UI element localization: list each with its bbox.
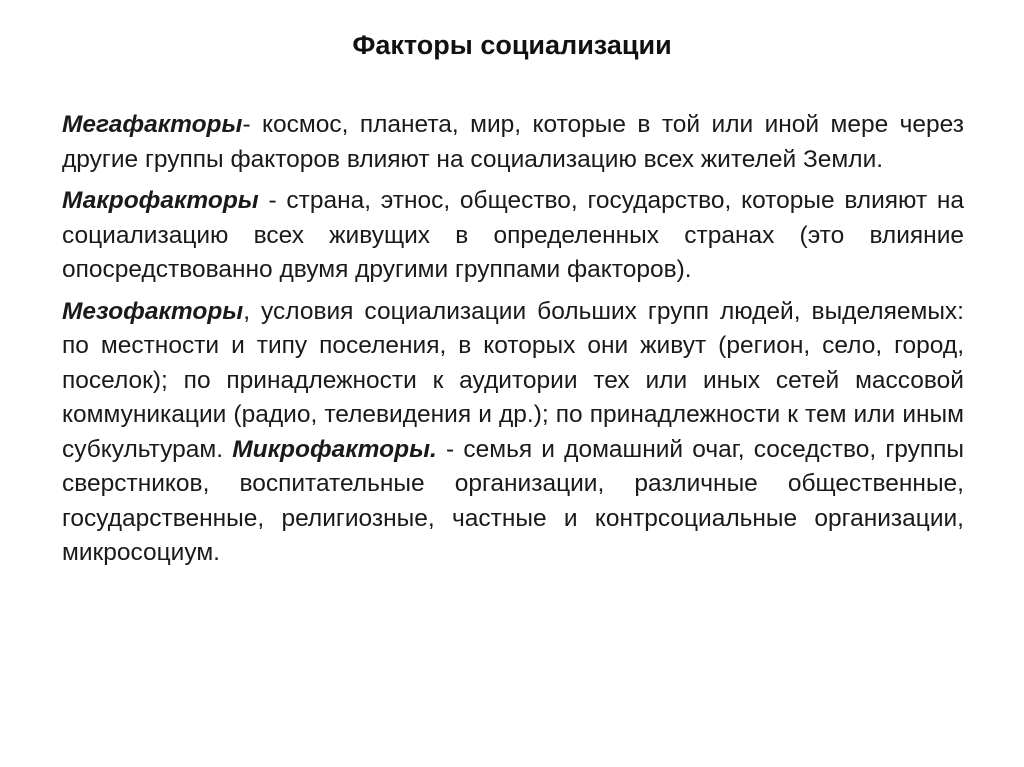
paragraph-macrofactors xyxy=(62,184,964,288)
paragraph-megafactors xyxy=(62,108,964,177)
paragraph-mesofactors xyxy=(62,295,964,571)
slide-title: Факторы социализации xyxy=(352,30,672,60)
definition-megafactors: - космос, планета, мир, которые в той или иной мере через другие группы факторов влияют на социализацию всех жителей Земли. xyxy=(62,111,964,173)
term-mesofactors: Мезофакторы xyxy=(62,297,244,325)
term-microfactors: Микрофакторы. xyxy=(232,435,437,463)
slide-body xyxy=(62,108,964,571)
definition-mesofactors: , условия социализации больших групп людей, выделяемых: по местности и типу поселения, в которых они живут (регион, село, город, поселок); по принадлежности к аудитории тех или иных сетей массовой коммуникации (радио, телевидения и др.); по принадлежности к тем или иным субкультурам. xyxy=(62,297,964,463)
term-megafactors: Мегафакторы xyxy=(62,111,243,138)
definition-macrofactors: - страна, этнос, общество, государство, которые влияют на социализацию всех живущих в определенных странах (это влияние опосредствованно двумя другими группами факторов). xyxy=(62,187,964,283)
term-macrofactors: Макрофакторы xyxy=(62,187,259,214)
definition-microfactors: - семья и домашний очаг, соседство, группы сверстников, воспитательные организации, различные общественные, государственные, религиозные, частные и контрсоциальные организации, микросоциум. xyxy=(62,435,965,566)
